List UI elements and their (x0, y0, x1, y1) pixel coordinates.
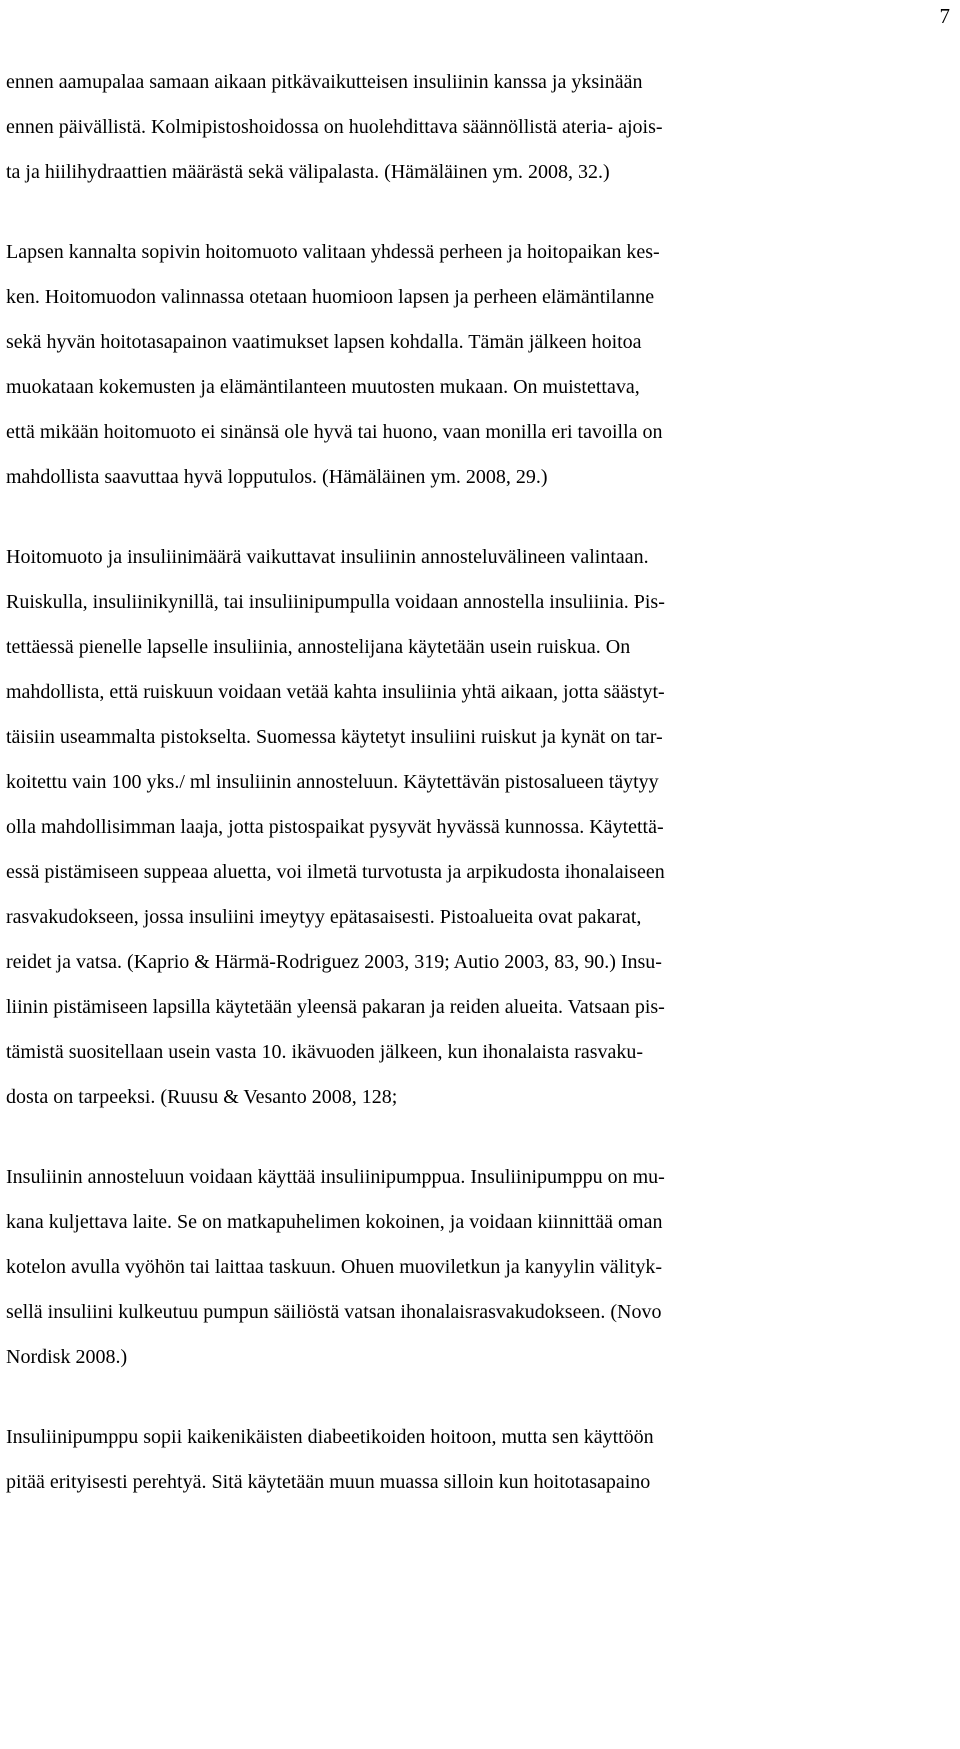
text-line: kana kuljettava laite. Se on matkapuhelimen kokoinen, ja voidaan kiinnittää oman (6, 1211, 663, 1233)
text-line: dosta on tarpeeksi. (Ruusu & Vesanto 2008, 128; (6, 1086, 398, 1108)
text-line: kotelon avulla vyöhön tai laittaa taskuun. Ohuen muoviletkun ja kanyylin välityk- (6, 1256, 662, 1278)
text-line: Hoitomuoto ja insuliinimäärä vaikuttavat insuliinin annosteluvälineen valintaan. (6, 546, 649, 568)
text-line: sellä insuliini kulkeutuu pumpun säiliöstä vatsan ihonalaisrasvakudokseen. (Novo (6, 1301, 662, 1323)
text-line: tämistä suositellaan usein vasta 10. ikävuoden jälkeen, kun ihonalaista rasvaku- (6, 1041, 644, 1063)
text-line: sekä hyvän hoitotasapainon vaatimukset lapsen kohdalla. Tämän jälkeen hoitoa (6, 331, 642, 353)
text-line: että mikään hoitomuoto ei sinänsä ole hyvä tai huono, vaan monilla eri tavoilla on (6, 421, 663, 443)
text-line: täisiin useammalta pistokselta. Suomessa käytetyt insuliini ruiskut ja kynät on tar- (6, 726, 663, 748)
paragraph-treatment-choice (6, 230, 858, 500)
text-line: ennen päivällistä. Kolmipistoshoidossa on huolehdittava säännöllistä ateria- ajois- (6, 116, 663, 138)
text-line: koitettu vain 100 yks./ ml insuliinin annosteluun. Käytettävän pistosalueen täytyy (6, 771, 659, 793)
text-line: essä pistämiseen suppeaa aluetta, voi ilmetä turvotusta ja arpikudosta ihonalaiseen (6, 861, 665, 883)
text-line: Lapsen kannalta sopivin hoitomuoto valitaan yhdessä perheen ja hoitopaikan kes- (6, 241, 660, 263)
text-line: tettäessä pienelle lapselle insuliinia, annostelijana käytetään usein ruiskua. On (6, 636, 631, 658)
text-line: muokataan kokemusten ja elämäntilanteen muutosten mukaan. On muistettava, (6, 376, 640, 398)
paragraph-injection-schedule (6, 60, 858, 195)
paragraph-dosing-devices (6, 535, 858, 1120)
page-number: 7 (939, 4, 950, 28)
text-line: reidet ja vatsa. (Kaprio & Härmä-Rodriguez 2003, 319; Autio 2003, 83, 90.) Insu- (6, 951, 662, 973)
text-line: mahdollista saavuttaa hyvä lopputulos. (Hämäläinen ym. 2008, 29.) (6, 466, 548, 488)
paragraph-insulin-pump (6, 1155, 858, 1380)
text-line: liinin pistämiseen lapsilla käytetään yleensä pakaran ja reiden alueita. Vatsaan pis- (6, 996, 665, 1018)
text-line: Ruiskulla, insuliinikynillä, tai insuliinipumpulla voidaan annostella insuliinia. Pis- (6, 591, 665, 613)
text-line: rasvakudokseen, jossa insuliini imeytyy epätasaisesti. Pistoalueita ovat pakarat, (6, 906, 642, 928)
text-line: ta ja hiilihydraattien määrästä sekä välipalasta. (Hämäläinen ym. 2008, 32.) (6, 161, 610, 183)
text-line: mahdollista, että ruiskuun voidaan vetää kahta insuliinia yhtä aikaan, jotta säästyt- (6, 681, 665, 703)
text-line: Insuliinin annosteluun voidaan käyttää insuliinipumppua. Insuliinipumppu on mu- (6, 1166, 665, 1188)
text-line: pitää erityisesti perehtyä. Sitä käytetään muun muassa silloin kun hoitotasapaino (6, 1471, 651, 1493)
text-line: Insuliinipumppu sopii kaikenikäisten diabeetikoiden hoitoon, mutta sen käyttöön (6, 1426, 654, 1448)
text-line: Nordisk 2008.) (6, 1346, 128, 1368)
document-body (6, 60, 858, 1505)
text-line: olla mahdollisimman laaja, jotta pistospaikat pysyvät hyvässä kunnossa. Käytettä- (6, 816, 664, 838)
paragraph-pump-suitability (6, 1415, 858, 1505)
text-line: ennen aamupalaa samaan aikaan pitkävaikutteisen insuliinin kanssa ja yksinään (6, 71, 643, 93)
text-line: ken. Hoitomuodon valinnassa otetaan huomioon lapsen ja perheen elämäntilanne (6, 286, 655, 308)
